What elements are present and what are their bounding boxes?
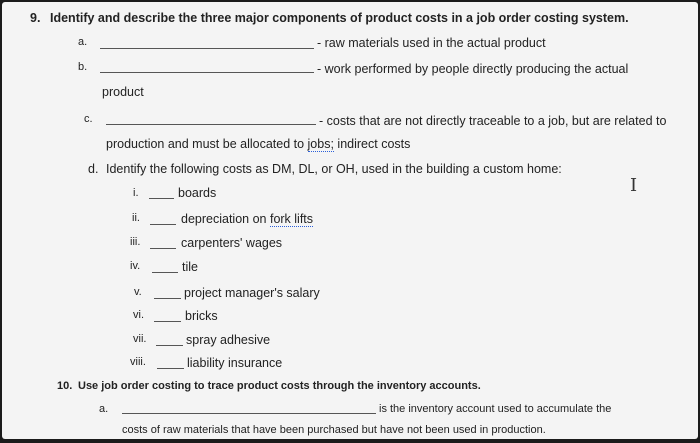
q10a-description: is the inventory account used to accumulate the [379, 403, 612, 415]
q9b-answer-blank[interactable] [100, 72, 314, 73]
q9d-item-3-numeral: iii. [130, 236, 141, 248]
q9d-item-3-text: carpenters' wages [181, 236, 283, 250]
q10-prompt: Use job order costing to trace product costs through the inventory accounts. [78, 380, 481, 392]
q10a-answer-blank[interactable] [122, 413, 376, 414]
q9d-item-3-blank[interactable] [150, 248, 176, 249]
q9c-answer-blank[interactable] [106, 124, 316, 125]
q9c-description: - costs that are not directly traceable to a job, but are related to [319, 114, 667, 128]
q9d-item-1-blank[interactable] [149, 198, 174, 199]
q9d-item-5-numeral: v. [134, 286, 142, 298]
q9a-answer-blank[interactable] [100, 48, 314, 49]
q9d-item-2-text [181, 211, 313, 227]
q9a-label: a. [78, 36, 88, 48]
q9d-item-2-blank[interactable] [150, 224, 176, 225]
q9d-item-2-numeral: ii. [132, 212, 140, 224]
q9d-prompt: Identify the following costs as DM, DL, or OH, used in the building a custom home: [106, 162, 562, 176]
q9b-label: b. [78, 61, 88, 73]
q9d-item-5-text: project manager's salary [184, 286, 320, 300]
q9d-item-4-text: tile [182, 260, 198, 274]
q9c-continuation-start: production and must be allocated to [106, 137, 305, 151]
q10a-continuation: costs of raw materials that have been purchased but have not been used in production. [122, 424, 546, 436]
q9b-continuation: product [102, 85, 144, 99]
q9d-item-7-blank[interactable] [156, 345, 183, 346]
q9c-continuation [106, 136, 410, 152]
q9d-item-5-blank[interactable] [154, 298, 181, 299]
q9d-item-4-numeral: iv. [130, 260, 141, 272]
q9d-item-6-text: bricks [185, 309, 218, 323]
q10-number: 10. [57, 380, 73, 392]
q10a-label: a. [99, 403, 109, 415]
q9a-description: - raw materials used in the actual product [317, 36, 546, 50]
q9d-item-1-text: boards [178, 186, 217, 200]
q9d-item-6-blank[interactable] [154, 321, 181, 322]
q9d-fork-lifts-link[interactable]: fork lifts [269, 212, 314, 226]
q9d-item-8-numeral: viii. [130, 356, 146, 368]
q9b-description: - work performed by people directly producing the actual [317, 62, 629, 76]
q9d-item-7-text: spray adhesive [186, 333, 271, 347]
q9d-item-4-blank[interactable] [152, 272, 178, 273]
q9c-continuation-end: indirect costs [337, 137, 411, 151]
q9c-label: c. [84, 113, 93, 125]
q9d-item-8-blank[interactable] [157, 368, 184, 369]
q9d-label: d. [88, 162, 99, 176]
q9d-item-8-text: liability insurance [187, 356, 283, 370]
worksheet-page [2, 2, 698, 439]
q9d-item-7-numeral: vii. [133, 333, 147, 345]
q9-number: 9. [30, 11, 41, 25]
q9-prompt: Identify and describe the three major components of product costs in a job order costing system. [50, 11, 629, 25]
q9d-item-6-numeral: vi. [133, 309, 144, 321]
q9c-jobs-link[interactable]: jobs; [307, 137, 334, 151]
text-cursor-icon: I [630, 175, 638, 196]
q9d-item-2-text-start: depreciation on [181, 212, 267, 226]
q9d-item-1-numeral: i. [133, 187, 139, 199]
